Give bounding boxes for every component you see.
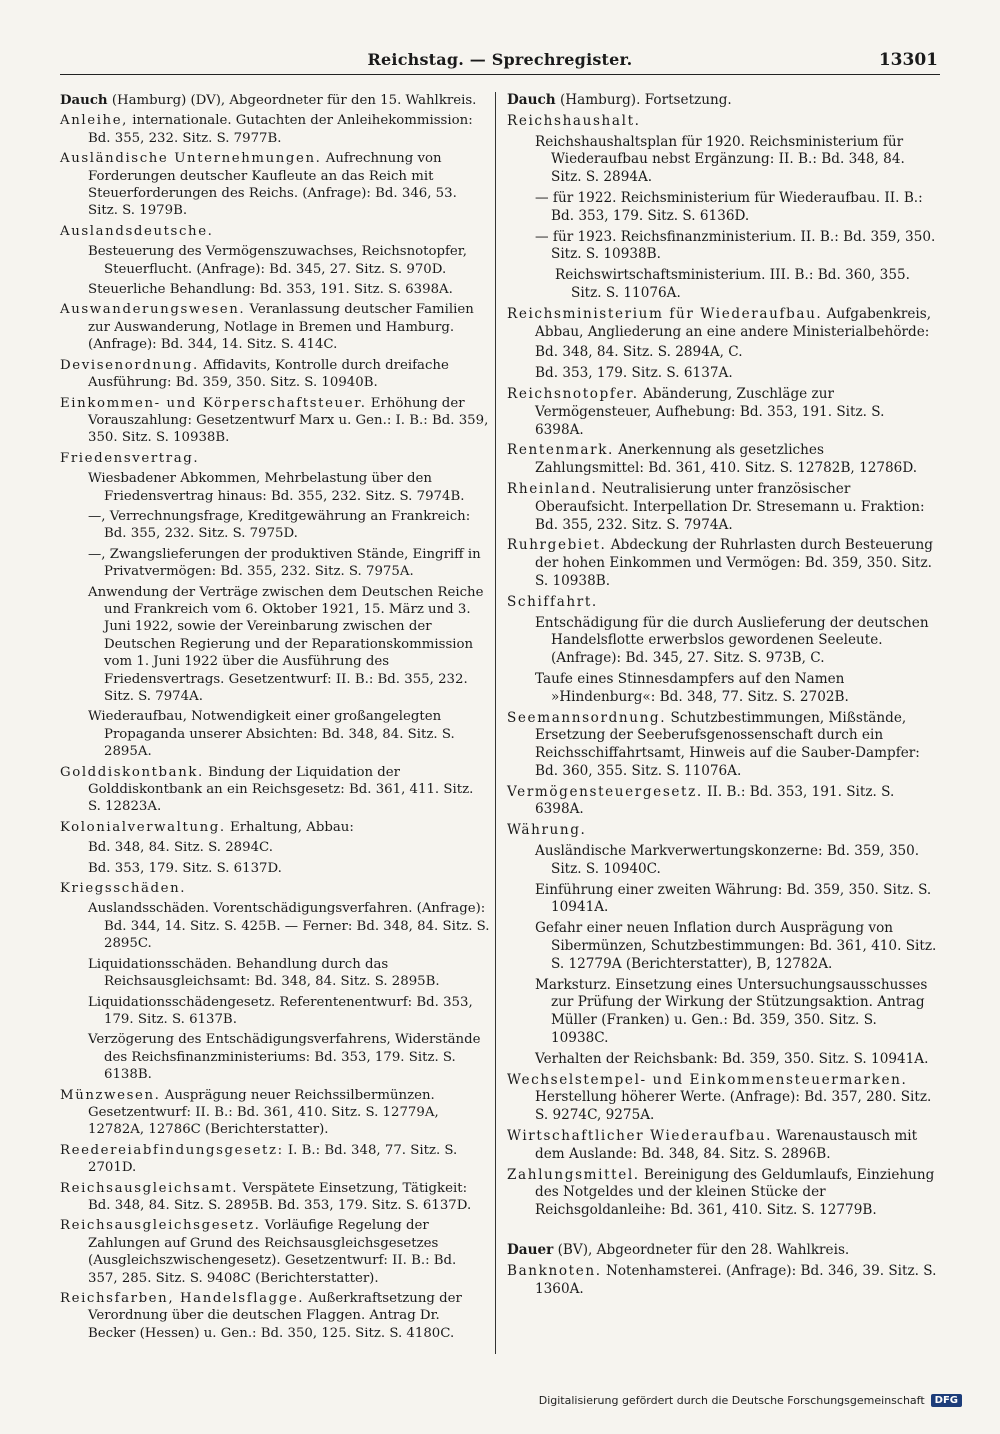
subject-entry [60, 1290, 490, 1342]
subject-keyword: Vermögensteuergesetz. [507, 783, 703, 800]
subject-entry [60, 357, 490, 392]
subject-entry [507, 537, 937, 590]
reference-text: Steuerliche Behandlung: Bd. 353, 191. Sitz. S. 6398A. [88, 282, 453, 298]
subject-reference: Bindung der Liquidation der Golddiskontbank an ein Reichsgesetz: Bd. 361, 411. Sitz. S. 12823A. [88, 764, 474, 815]
reference-line [60, 839, 490, 856]
subject-entry [60, 1142, 490, 1177]
subject-reference: Schutzbestimmungen, Mißstände, Ersetzung der Seeberufsgenossenschaft durch ein Reichsschiffahrtsamt, Hinweis auf die Sauber-Dampfer: Bd. 360, 355. Sitz. S. 11076A. [535, 709, 920, 779]
subject-entry [60, 1180, 490, 1215]
deputy-details: (BV), Abgeordneter für den 28. Wahlkreis. [557, 1242, 850, 1259]
subject-keyword: Anleihe, [60, 113, 129, 129]
subject-keyword: Einkommen- und Körperschaftsteuer. [60, 395, 367, 411]
reference-line [60, 956, 490, 991]
deputy-details: (Hamburg) (DV), Abgeordneter für den 15. Wahlkreis. [111, 93, 477, 108]
reference-text: Besteuerung des Vermögenszuwachses, Reichsnotopfer, Steuerflucht. (Anfrage): Bd. 345, 27. Sitz. S. 970D. [88, 244, 467, 277]
reference-text: Einführung einer zweiten Währung: Bd. 359, 350. Sitz. S. 10941A. [535, 881, 932, 916]
subject-reference: Herstellung höherer Werte. (Anfrage): Bd. 357, 280. Sitz. S. 9274C, 9275A. [535, 1089, 932, 1124]
reference-text: Wiesbadener Abkommen, Mehrbelastung über den Friedensvertrag hinaus: Bd. 355, 232. Sitz. S. 7974B. [88, 471, 465, 504]
reference-line [60, 1031, 490, 1083]
subject-reference: Bereinigung des Geldumlaufs, Einziehung des Notgeldes und der kleinen Stücke der Reichsgoldanleihe: Bd. 361, 410. Sitz. S. 12779B. [535, 1166, 935, 1219]
subject-entry [507, 594, 937, 612]
reference-line [60, 860, 490, 877]
subject-reference: Neutralisierung unter französischer Oberaufsicht. Interpellation Dr. Stresemann u. Fraktion: Bd. 355, 232. Sitz. S. 7974A. [535, 480, 925, 533]
reference-line [507, 365, 937, 383]
reference-line [507, 1051, 937, 1069]
subject-entry [507, 481, 937, 534]
subject-reference: Warenaustausch mit dem Auslande: Bd. 348, 84. Sitz. S. 2896B. [535, 1128, 918, 1162]
reference-line [507, 615, 937, 668]
subject-keyword: Wechselstempel- und Einkommensteuermarken. [507, 1071, 908, 1088]
subject-keyword: Münzwesen. [60, 1087, 161, 1103]
subject-keyword: Kriegsschäden. [60, 881, 187, 897]
reference-text: —, Verrechnungsfrage, Kreditgewährung an Frankreich: Bd. 355, 232. Sitz. S. 7975D. [88, 508, 471, 542]
subject-entry [507, 822, 937, 840]
subject-reference: Abdeckung der Ruhrlasten durch Besteuerung der hohen Einkommen und Vermögen: Bd. 359, 350. Sitz. S. 10938B. [535, 537, 933, 589]
page-header [60, 48, 940, 75]
subject-keyword: Rheinland. [507, 480, 598, 497]
subject-entry [60, 1217, 490, 1287]
subject-keyword: Friedensvertrag. [60, 450, 200, 466]
subject-reference: Aufgabenkreis, Abbau, Angliederung an eine andere Ministerialbehörde: [535, 305, 932, 340]
subject-keyword: Ausländische Unternehmungen. [60, 151, 322, 167]
subject-reference: Verspätete Einsetzung, Tätigkeit: Bd. 348, 84. Sitz. S. 2895B. Bd. 353, 179. Sitz. S. 6137D. [88, 1180, 472, 1213]
subject-entry [60, 819, 490, 836]
deputy-entry [507, 92, 937, 110]
reference-line [60, 546, 490, 581]
subject-keyword: Reichsfarben, Handelsflagge. [60, 1291, 305, 1306]
subject-keyword: Zahlungsmittel. [507, 1166, 640, 1183]
reference-text: Bd. 353, 179. Sitz. S. 6137A. [535, 365, 733, 382]
subject-reference: Erhöhung der Vorauszahlung: Gesetzentwurf Marx u. Gen.: I. B.: Bd. 359, 350. Sitz. S. 10938B. [88, 395, 489, 446]
deputy-name: Dauch [507, 92, 556, 108]
reference-text: Wiederaufbau, Notwendigkeit einer großangelegten Propaganda unserer Absichten: Bd. 348, 84. Sitz. S. 2895A. [88, 709, 455, 760]
subject-entry [507, 1128, 937, 1164]
running-title: Reichstag. — Sprechregister. [367, 50, 633, 69]
subject-reference: Ausprägung neuer Reichssilbermünzen. Gesetzentwurf: II. B.: Bd. 361, 410. Sitz. S. 12779A, 12782A, 12786C (Berichterstatter). [88, 1087, 439, 1138]
subject-keyword: Auslandsdeutsche. [60, 223, 214, 239]
subject-entry [507, 784, 937, 820]
subject-keyword: Währung. [507, 822, 587, 839]
deputy-name: Dauer [507, 1242, 554, 1259]
subject-keyword: Auswanderungswesen. [60, 302, 246, 318]
reference-text: Anwendung der Verträge zwischen dem Deutschen Reiche und Frankreich vom 6. Oktober 1921, 15. März und 3. Juni 1922, sowie der Vereinbarung zwischen der Deutschen Regierung und der Reparationskommission vom 1. Juni 1922 über die Ausführung des Friedensvertrags. Gesetzentwurf: II. B.: Bd. 355, 232. Sitz. S. 7974A. [88, 584, 484, 704]
subject-reference: Vorläufige Regelung der Zahlungen auf Grund des Reichsausgleichsgesetzes (Ausgleichszwischengesetz). Gesetzentwurf: II. B.: Bd. 357, 285. Sitz. S. 9408C (Berichterstatter). [88, 1218, 457, 1286]
subject-entry [507, 386, 937, 439]
reference-text: Reichswirtschaftsministerium. III. B.: Bd. 360, 355. Sitz. S. 11076A. [555, 267, 910, 301]
subject-entry [60, 395, 490, 447]
subject-entry [507, 113, 937, 131]
reference-text: Reichshaushaltsplan für 1920. Reichsministerium für Wiederaufbau nebst Ergänzung: II. B.: Bd. 348, 84. Sitz. S. 2894A. [535, 133, 905, 186]
reference-text: Bd. 348, 84. Sitz. S. 2894C. [88, 840, 273, 856]
reference-line [507, 671, 937, 707]
reference-line [507, 229, 937, 265]
subject-entry [60, 1087, 490, 1139]
subject-reference: Affidavits, Kontrolle durch dreifache Ausführung: Bd. 359, 350. Sitz. S. 10940B. [88, 357, 449, 391]
subject-keyword: Reichsausgleichsamt. [60, 1180, 239, 1196]
subject-reference: Anerkennung als gesetzliches Zahlungsmittel: Bd. 361, 410. Sitz. S. 12782B, 12786D. [535, 442, 918, 477]
reference-line [60, 584, 490, 706]
reference-text: Ausländische Markverwertungskonzerne: Bd. 359, 350. Sitz. S. 10940C. [535, 843, 920, 877]
subject-keyword: Reichsausgleichsgesetz. [60, 1218, 261, 1234]
subject-keyword: Golddiskontbank. [60, 764, 204, 780]
reference-text: Auslandsschäden. Vorentschädigungsverfahren. (Anfrage): Bd. 344, 14. Sitz. S. 425B. — Ferner: Bd. 348, 84. Sitz. S. 2895C. [88, 901, 490, 952]
reference-text: — für 1923. Reichsfinanzministerium. II. B.: Bd. 359, 350. Sitz. S. 10938B. [535, 228, 936, 263]
reference-line [507, 134, 937, 187]
reference-line [60, 708, 490, 760]
subject-entry [60, 112, 490, 147]
subject-entry [60, 301, 490, 353]
reference-text: Bd. 353, 179. Sitz. S. 6137D. [88, 860, 282, 876]
reference-line [507, 344, 937, 362]
reference-line [60, 243, 490, 278]
reference-text: Gefahr einer neuen Inflation durch Ausprägung von Sibermünzen, Schutzbestimmungen: Bd. 361, 410. Sitz. S. 12779A (Berichterstatter), B, 12782A. [535, 920, 937, 972]
reference-text: Taufe eines Stinnesdampfers auf den Namen »Hindenburg«: Bd. 348, 77. Sitz. S. 2702B. [535, 670, 849, 705]
reference-line [60, 994, 490, 1029]
subject-entry [507, 1167, 937, 1220]
subject-reference: Veranlassung deutscher Familien zur Auswanderung, Notlage in Bremen und Hamburg. (Anfrage): Bd. 344, 14. Sitz. S. 414C. [88, 302, 474, 353]
subject-reference: I. B.: Bd. 348, 77. Sitz. S. 2701D. [88, 1142, 458, 1176]
subject-keyword: Schiffahrt. [507, 593, 598, 610]
reference-line [507, 190, 937, 226]
dfg-logo: DFG [931, 1394, 962, 1407]
page-number: 13301 [878, 50, 938, 70]
reference-text: Verhalten der Reichsbank: Bd. 359, 350. Sitz. S. 10941A. [535, 1050, 929, 1067]
subject-entry [60, 150, 490, 220]
subject-reference: Aufrechnung von Forderungen deutscher Kaufleute an das Reich mit Steuerforderungen des Reichs. (Anfrage): Bd. 346, 53. Sitz. S. 1979B. [88, 151, 457, 219]
subject-reference: Notenhamsterei. (Anfrage): Bd. 346, 39. Sitz. S. 1360A. [535, 1262, 937, 1297]
subject-keyword: Reichsnotopfer. [507, 385, 639, 402]
subject-keyword: Rentenmark. [507, 442, 614, 459]
subject-reference: Außerkraftsetzung der Verordnung über die deutschen Flaggen. Antrag Dr. Becker (Hessen) u. Gen.: Bd. 350, 125. Sitz. S. 4180C. [88, 1291, 462, 1341]
subject-reference: Erhaltung, Abbau: [229, 819, 354, 835]
reference-text: Entschädigung für die durch Auslieferung der deutschen Handelsflotte erwerbslos gewordenen Seeleute. (Anfrage): Bd. 345, 27. Sitz. S. 973B, C. [535, 614, 929, 667]
left-column [60, 92, 490, 1345]
reference-text: Liquidationsschädengesetz. Referentenentwurf: Bd. 353, 179. Sitz. S. 6137B. [88, 994, 473, 1027]
subject-reference: internationale. Gutachten der Anleihekommission: Bd. 355, 232. Sitz. S. 7977B. [88, 113, 473, 146]
subject-entry [507, 1072, 937, 1125]
subject-keyword: Banknoten. [507, 1262, 602, 1279]
subject-keyword: Devisenordnung. [60, 357, 199, 373]
deputy-entry [507, 1242, 937, 1260]
subject-keyword: Reichshaushalt. [507, 112, 641, 129]
reference-line [60, 508, 490, 543]
subject-entry [507, 442, 937, 478]
subject-keyword: Wirtschaftlicher Wiederaufbau. [507, 1128, 773, 1145]
subject-entry [60, 880, 490, 897]
reference-line [507, 267, 937, 303]
reference-text: Marksturz. Einsetzung eines Untersuchungsausschusses zur Prüfung der Wirkung der Stützungsaktion. Antrag Müller (Franken) u. Gen.: Bd. 359, 350. Sitz. S. 10938C. [535, 976, 928, 1047]
subject-keyword: Reedereiabfindungsgesetz: [60, 1142, 284, 1158]
subject-entry [507, 1263, 937, 1299]
footer-credit: Digitalisierung gefördert durch die Deutsche Forschungsgemeinschaft [538, 1394, 925, 1407]
reference-line [60, 281, 490, 298]
reference-text: Bd. 348, 84. Sitz. S. 2894A, C. [535, 344, 743, 361]
subject-entry [507, 306, 937, 342]
reference-text: — für 1922. Reichsministerium für Wiederaufbau. II. B.: Bd. 353, 179. Sitz. S. 6136D. [535, 189, 923, 224]
reference-line [507, 882, 937, 918]
deputy-name: Dauch [60, 93, 108, 108]
deputy-entry [60, 92, 490, 109]
subject-keyword: Ruhrgebiet. [507, 537, 607, 554]
footer [539, 1394, 962, 1407]
subject-keyword: Kolonialverwaltung. [60, 819, 226, 835]
subject-reference: Abänderung, Zuschläge zur Vermögensteuer, Aufhebung: Bd. 353, 191. Sitz. S. 6398A. [535, 385, 885, 438]
column-divider [495, 92, 496, 1354]
reference-text: Verzögerung des Entschädigungsverfahrens, Widerstände des Reichsfinanzministeriums: Bd. 353, 179. Sitz. S. 6138B. [88, 1032, 481, 1083]
subject-reference: II. B.: Bd. 353, 191. Sitz. S. 6398A. [535, 783, 895, 818]
deputy-details: (Hamburg). Fortsetzung. [559, 92, 732, 108]
reference-line [507, 977, 937, 1048]
subject-entry [60, 764, 490, 816]
reference-line [60, 900, 490, 952]
subject-keyword: Seemannsordnung. [507, 709, 667, 726]
reference-text: Liquidationsschäden. Behandlung durch das Reichsausgleichsamt: Bd. 348, 84. Sitz. S. 2895B. [88, 956, 440, 990]
right-column [507, 92, 937, 1301]
subject-entry [60, 450, 490, 467]
reference-text: —, Zwangslieferungen der produktiven Stände, Eingriff in Privatvermögen: Bd. 355, 232. Sitz. S. 7975A. [88, 546, 481, 580]
reference-line [60, 470, 490, 505]
reference-line [507, 843, 937, 879]
subject-entry [507, 710, 937, 781]
subject-keyword: Reichsministerium für Wiederaufbau. [507, 305, 823, 322]
reference-line [507, 920, 937, 973]
subject-entry [60, 223, 490, 240]
